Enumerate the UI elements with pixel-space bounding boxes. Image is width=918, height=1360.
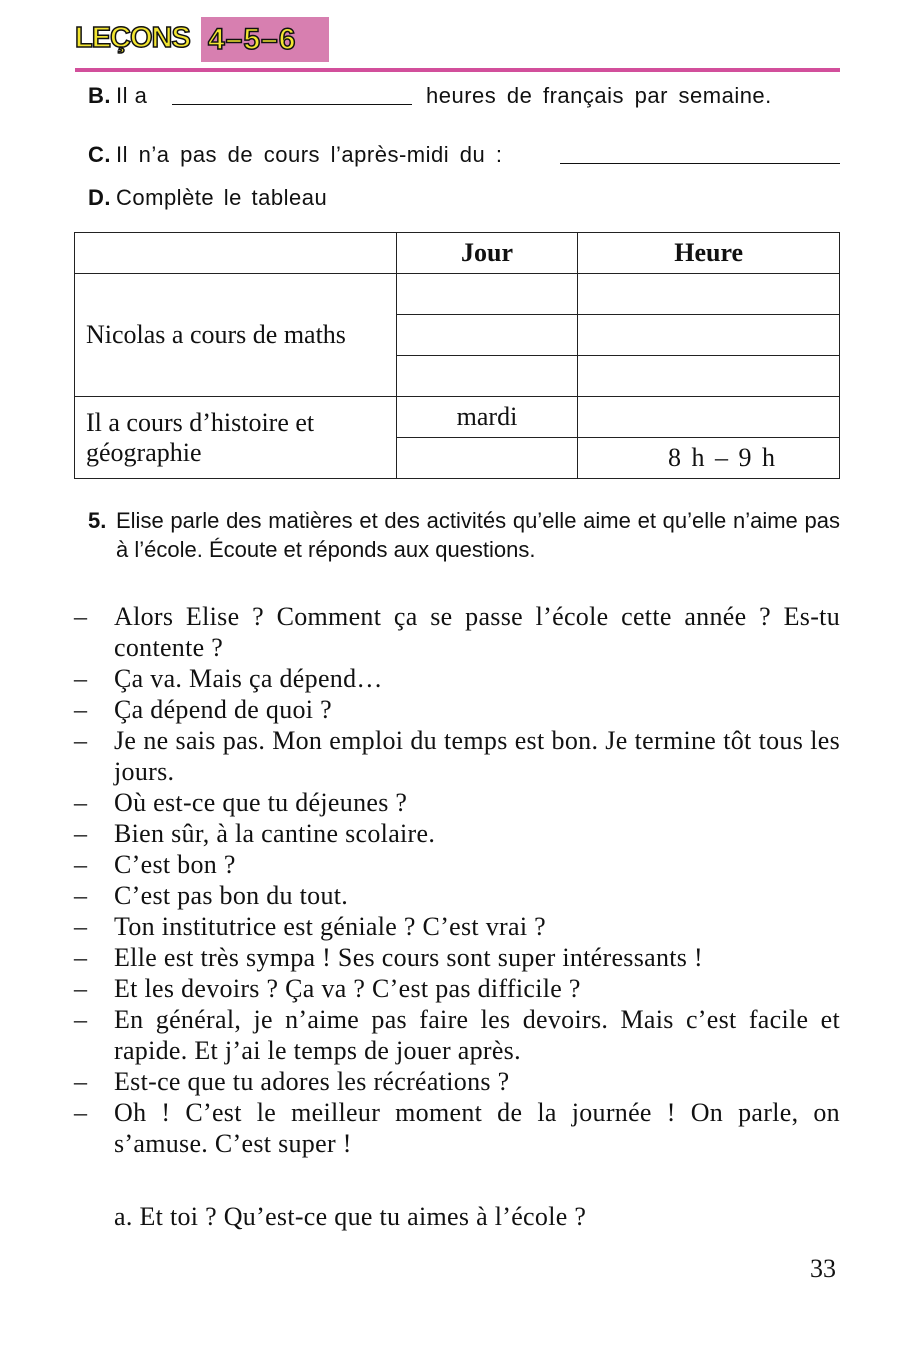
- history-time-2: 8 h – 9 h: [578, 438, 840, 479]
- maths-time-3[interactable]: [578, 356, 840, 397]
- dialogue-dash: –: [74, 850, 88, 879]
- header-divider: [75, 68, 840, 72]
- exercise-5: [88, 506, 840, 564]
- dialogue-text: Bien sûr, à la cantine scolaire.: [114, 819, 436, 848]
- exercise-d-letter: D.: [88, 185, 111, 210]
- dialogue-line: [74, 694, 840, 725]
- schedule-table: [74, 232, 840, 479]
- dialogue-text: Est-ce que tu adores les récréations ?: [114, 1067, 510, 1096]
- dialogue-text: C’est pas bon du tout.: [114, 881, 349, 910]
- dialogue-line: [74, 725, 840, 787]
- maths-time-1[interactable]: [578, 274, 840, 315]
- dialogue-dash: –: [74, 1098, 88, 1127]
- dialogue-text: En général, je n’aime pas faire les devoirs. Mais c’est facile et rapide. Et j’ai le temps de jouer après.: [114, 1005, 840, 1065]
- dialogue-dash: –: [74, 695, 88, 724]
- maths-day-1[interactable]: [396, 274, 578, 315]
- table-row: [75, 397, 840, 438]
- dialogue-line: [74, 663, 840, 694]
- dialogue-text: Oh ! C’est le meilleur moment de la journée ! On parle, on s’amuse. C’est super !: [114, 1098, 840, 1158]
- exercise-b-blank[interactable]: [172, 104, 412, 105]
- dialogue-text: Ça va. Mais ça dépend…: [114, 664, 383, 693]
- dialogue-text: Ton institutrice est géniale ? C’est vrai ?: [114, 912, 546, 941]
- dialogue-line: [74, 1066, 840, 1097]
- history-time-1[interactable]: [578, 397, 840, 438]
- exercise-b-after: heures de français par semaine.: [426, 83, 772, 108]
- dialogue-dash: –: [74, 602, 88, 631]
- exercise-d-text: Complète le tableau: [116, 185, 328, 210]
- dialogue-dash: –: [74, 819, 88, 848]
- page-number: 33: [810, 1254, 836, 1283]
- dialogue-line: [74, 911, 840, 942]
- table-header-empty: [75, 233, 397, 274]
- dialogue-text: C’est bon ?: [114, 850, 236, 879]
- dialogue-line: [74, 1097, 840, 1159]
- question-a: a. Et toi ? Qu’est-ce que tu aimes à l’école ?: [114, 1202, 587, 1231]
- maths-time-2[interactable]: [578, 315, 840, 356]
- dialogue: [74, 601, 840, 1159]
- dialogue-line: [74, 818, 840, 849]
- dialogue-dash: –: [74, 912, 88, 941]
- row-label-history: Il a cours d’histoire et géographie: [75, 397, 397, 479]
- dialogue-dash: –: [74, 943, 88, 972]
- dialogue-dash: –: [74, 881, 88, 910]
- exercise-b-before: Il a: [116, 83, 148, 108]
- lesson-numbers: 4–5–6: [208, 23, 297, 56]
- lessons-title: LEÇONS: [75, 22, 190, 54]
- maths-day-3[interactable]: [396, 356, 578, 397]
- dialogue-dash: –: [74, 1067, 88, 1096]
- dialogue-text: Et les devoirs ? Ça va ? C’est pas difficile ?: [114, 974, 581, 1003]
- row-label-maths: Nicolas a cours de maths: [75, 274, 397, 397]
- dialogue-text: Où est-ce que tu déjeunes ?: [114, 788, 408, 817]
- dialogue-text: Elle est très sympa ! Ses cours sont super intéressants !: [114, 943, 703, 972]
- maths-day-2[interactable]: [396, 315, 578, 356]
- dialogue-dash: –: [74, 1005, 88, 1034]
- dialogue-line: [74, 1004, 840, 1066]
- dialogue-line: [74, 973, 840, 1004]
- exercise-c-letter: C.: [88, 142, 111, 167]
- exercise-b-letter: B.: [88, 83, 111, 108]
- dialogue-line: [74, 849, 840, 880]
- exercise-5-number: 5.: [88, 508, 107, 533]
- dialogue-text: Je ne sais pas. Mon emploi du temps est bon. Je termine tôt tous les jours.: [114, 726, 840, 786]
- dialogue-text: Ça dépend de quoi ?: [114, 695, 332, 724]
- table-header-time: Heure: [578, 233, 840, 274]
- table-header-day: Jour: [396, 233, 578, 274]
- history-day-1: mardi: [396, 397, 578, 438]
- exercise-5-instructions: Elise parle des matières et des activités qu’elle aime et qu’elle n’aime pas à l’école. Écoute et réponds aux questions.: [116, 508, 840, 562]
- table-row: [75, 274, 840, 315]
- history-day-2[interactable]: [396, 438, 578, 479]
- exercise-c-blank[interactable]: [560, 163, 840, 164]
- dialogue-line: [74, 601, 840, 663]
- dialogue-line: [74, 787, 840, 818]
- dialogue-text: Alors Elise ? Comment ça se passe l’école cette année ? Es-tu contente ?: [114, 602, 840, 662]
- dialogue-dash: –: [74, 726, 88, 755]
- dialogue-dash: –: [74, 664, 88, 693]
- table-header-row: [75, 233, 840, 274]
- dialogue-line: [74, 880, 840, 911]
- dialogue-dash: –: [74, 788, 88, 817]
- exercise-c-text: Il n’a pas de cours l’après-midi du :: [116, 142, 503, 167]
- dialogue-dash: –: [74, 974, 88, 1003]
- dialogue-line: [74, 942, 840, 973]
